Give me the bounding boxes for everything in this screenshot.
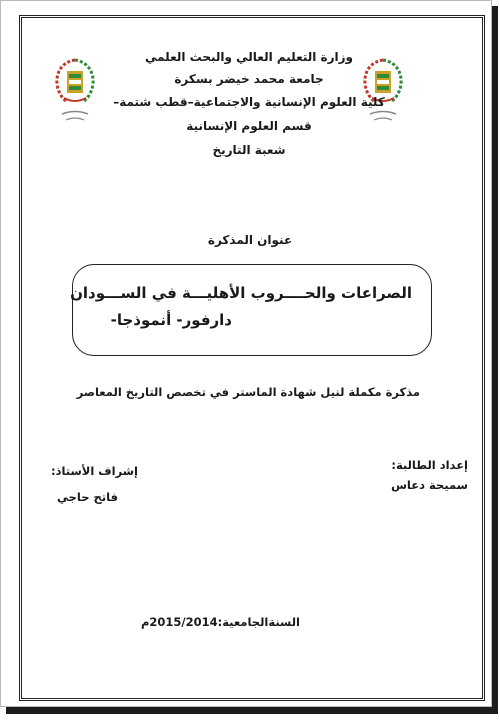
thesis-subtitle: دارفور- أنموذجا-: [110, 311, 232, 329]
thesis-title: الصراعات والحــــروب الأهليـــة في الســـودان: [70, 284, 412, 302]
thesis-title-label: عنوان المذكرة: [207, 233, 293, 247]
supervisor-label: إشراف الأستاذ:: [50, 464, 138, 478]
page-shadow-right: [492, 6, 498, 714]
page-shadow-bottom: [6, 707, 498, 714]
university-name: جامعة محمد خيضر بسكرة: [174, 72, 324, 86]
student-label: إعداد الطالبة:: [391, 458, 468, 472]
academic-year: السنةالجامعية:2015/2014م: [140, 615, 300, 629]
supervisor-name: فاتح حاجي: [57, 490, 118, 504]
faculty-name: كلية العلوم الإنسانية والاجتماعية–قطب شتمة–: [113, 95, 385, 109]
branch-name: شعبة التاريخ: [212, 143, 286, 157]
department-name: قسم العلوم الإنسانية: [186, 119, 312, 133]
thesis-purpose: مذكرة مكملة لنيل شهادة الماستر في تخصص التاريخ المعاصر: [76, 385, 420, 399]
thesis-title-box: [72, 264, 432, 356]
emblem-script: [370, 112, 396, 115]
ministry-name: وزارة التعليم العالي والبحث العلمي: [144, 50, 354, 64]
emblem-script: [62, 112, 88, 115]
student-name: سميحة دعاس: [391, 478, 468, 492]
university-emblem-icon: [52, 54, 98, 134]
